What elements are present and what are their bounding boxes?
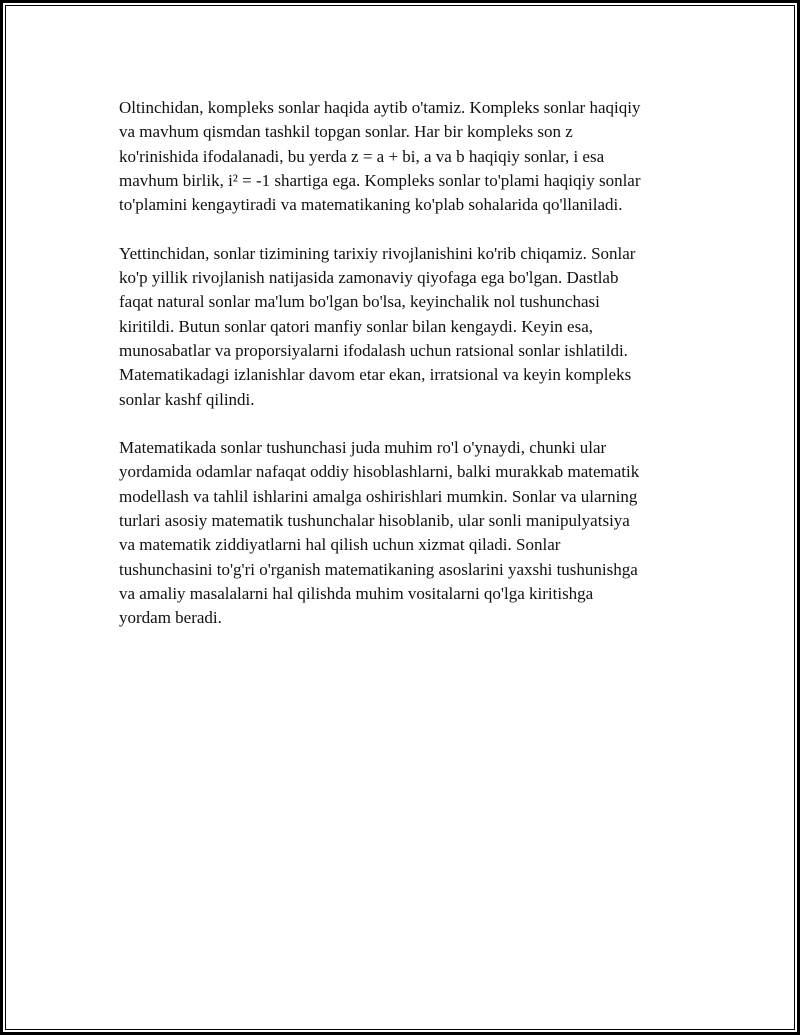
text-line: Matematikadagi izlanishlar davom etar ekan, irratsional va keyin kompleks [119, 365, 632, 385]
text-line: Yettinchidan, sonlar tizimining tarixiy rivojlanishini ko'rib chiqamiz. Sonlar [119, 243, 636, 263]
text-line: va mavhum qismdan tashkil topgan sonlar. Har bir kompleks son z [119, 122, 573, 142]
text-line: munosabatlar va proporsiyalarni ifodalash uchun ratsional sonlar ishlatildi. [119, 340, 628, 360]
text-line: yordam beradi. [119, 608, 222, 628]
paragraph-history [119, 242, 699, 412]
text-line: yordamida odamlar nafaqat oddiy hisoblashlarni, balki murakkab matematik [119, 462, 640, 482]
text-line: mavhum birlik, i² = -1 shartiga ega. Kompleks sonlar to'plami haqiqiy sonlar [119, 170, 641, 190]
text-line: Oltinchidan, kompleks sonlar haqida aytib o'tamiz. Kompleks sonlar haqiqiy [119, 98, 641, 117]
paragraph-conclusion [119, 436, 699, 630]
text-line: ko'p yillik rivojlanish natijasida zamonaviy qiyofaga ega bo'lgan. Dastlab [119, 268, 619, 288]
text-line: kiritildi. Butun sonlar qatori manfiy sonlar bilan kengaydi. Keyin esa, [119, 316, 594, 336]
text-line: to'plamini kengaytiradi va matematikaning ko'plab sohalarida qo'llaniladi. [119, 195, 623, 215]
text-line: Matematikada sonlar tushunchasi juda muhim ro'l o'ynaydi, chunki ular [119, 438, 607, 458]
text-line: va matematik ziddiyatlarni hal qilish uchun xizmat qiladi. Sonlar [119, 535, 561, 555]
text-line: turlari asosiy matematik tushunchalar hisoblanib, ular sonli manipulyatsiya [119, 511, 630, 531]
text-line: sonlar kashf qilindi. [119, 389, 255, 409]
text-line: faqat natural sonlar ma'lum bo'lgan bo'lsa, keyinchalik nol tushunchasi [119, 292, 600, 312]
text-line: modellash va tahlil ishlarini amalga oshirishlari mumkin. Sonlar va ularning [119, 486, 638, 506]
text-line: va amaliy masalalarni hal qilishda muhim vositalarni qo'lga kiritishga [119, 583, 594, 603]
text-line: ko'rinishida ifodalanadi, bu yerda z = a + bi, a va b haqiqiy sonlar, i esa [119, 146, 605, 166]
text-line: tushunchasini to'g'ri o'rganish matematikaning asoslarini yaxshi tushunishga [119, 559, 638, 579]
document-body [119, 96, 699, 655]
paragraph-complex-numbers [119, 96, 699, 217]
